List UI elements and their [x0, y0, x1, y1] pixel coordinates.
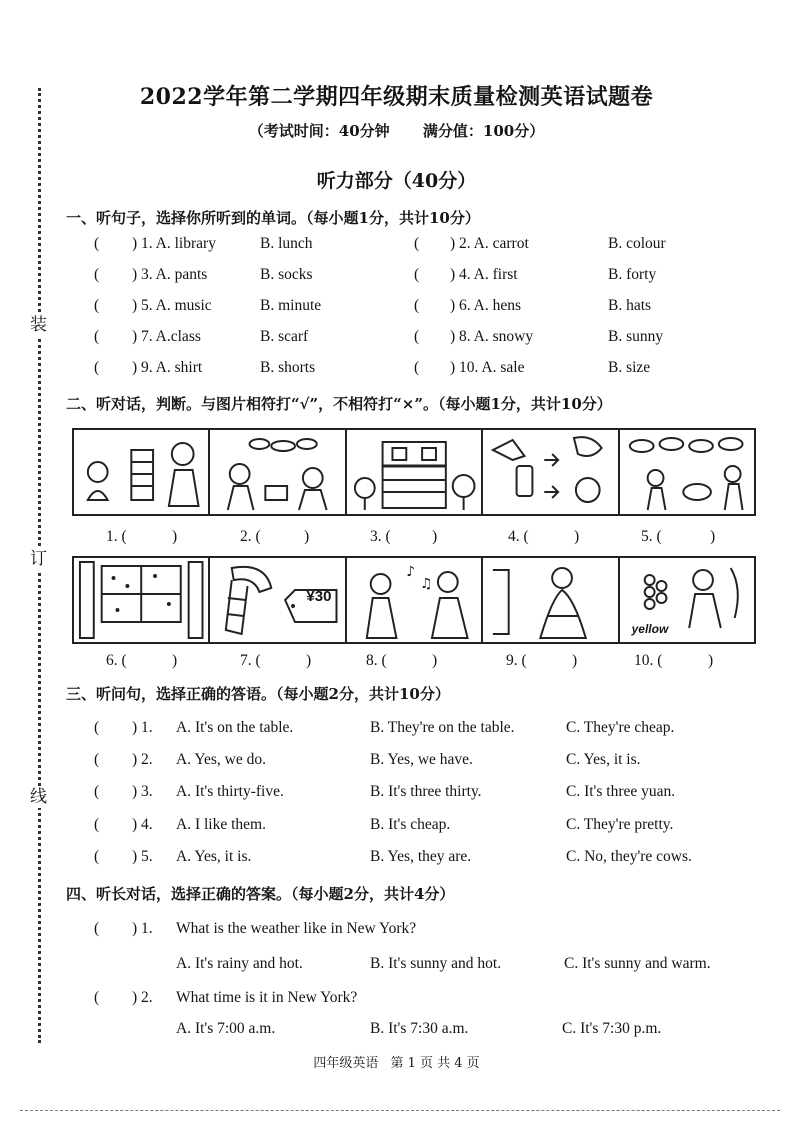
question-option-a: ) 7. A.class — [132, 328, 201, 345]
answer-bracket[interactable]: ( — [94, 848, 100, 865]
answer-bracket[interactable]: ) — [710, 528, 716, 545]
exam-info — [0, 120, 793, 141]
option-b: B. It's three thirty. — [370, 783, 482, 800]
answer-bracket[interactable]: ( — [94, 783, 100, 800]
option-a: A. Yes, we do. — [176, 751, 266, 768]
answer-bracket[interactable]: ( — [414, 328, 420, 345]
section1-title: 一、听句子，选择你所听到的单词。（每小题1分，共计10分） — [66, 209, 480, 227]
question-option-a: ) 5. A. music — [132, 297, 212, 314]
question-option-a: ) 8. A. snowy — [450, 328, 534, 345]
question-option-a: ) 2. A. carrot — [450, 235, 529, 252]
option-b: B. Yes, we have. — [370, 751, 473, 768]
binding-char-ding: 订 — [30, 549, 47, 569]
question-option-b: B. hats — [608, 297, 652, 314]
section3-title: 三、听问句，选择正确的答语。（每小题2分，共计10分） — [66, 685, 450, 703]
option-c: C. Yes, it is. — [566, 751, 641, 768]
answer-bracket[interactable]: ( — [414, 266, 420, 283]
answer-bracket[interactable]: ) — [172, 528, 178, 545]
option-c: C. It's sunny and warm. — [564, 955, 711, 972]
exam-time: （考试时间：40分钟 — [248, 122, 390, 140]
section4-question-1 — [0, 920, 793, 942]
answer-bracket[interactable]: ( — [414, 235, 420, 252]
option-a: A. It's 7:00 a.m. — [176, 1020, 276, 1037]
answer-bracket[interactable]: ) — [432, 528, 438, 545]
answer-bracket[interactable]: ) — [574, 528, 580, 545]
section2-title: 二、听对话，判断。与图片相符打“√”，不相符打“×”。（每小题1分，共计10分） — [66, 395, 612, 413]
option-b: B. It's 7:30 a.m. — [370, 1020, 469, 1037]
picture-word-yellow: yellow — [631, 622, 669, 636]
section3-row — [0, 816, 793, 838]
question-option-b: B. forty — [608, 266, 657, 283]
picture-strip-2 — [72, 556, 756, 644]
question-option-a: ) 4. A. first — [450, 266, 518, 283]
section4-options-1 — [0, 955, 793, 977]
picture-7-scarf-price-tag — [210, 558, 346, 642]
question-number: ) 2. — [132, 751, 153, 768]
listening-part-title: 听力部分（40分） — [316, 170, 477, 192]
answer-bracket[interactable]: ( — [94, 989, 100, 1006]
question-option-b: B. colour — [608, 235, 666, 252]
question-option-a: ) 10. A. sale — [450, 359, 525, 376]
option-b: B. They're on the table. — [370, 719, 515, 736]
bottom-cut-line — [20, 1110, 780, 1111]
picture-label: 4. ( — [508, 528, 529, 545]
section4-options-2 — [0, 1020, 793, 1042]
option-a: A. It's thirty-five. — [176, 783, 284, 800]
section1-row — [0, 235, 793, 257]
picture-8-singing-dancing — [347, 558, 483, 642]
question-number: ) 3. — [132, 783, 153, 800]
picture-label: 9. ( — [506, 652, 527, 669]
page-footer — [0, 1052, 793, 1071]
question-option-b: B. lunch — [260, 235, 313, 252]
option-a: A. Yes, it is. — [176, 848, 252, 865]
picture-label: 1. ( — [106, 528, 127, 545]
picture-label: 7. ( — [240, 652, 261, 669]
question-number: ) 5. — [132, 848, 153, 865]
answer-bracket[interactable]: ( — [94, 266, 100, 283]
option-b: B. It's cheap. — [370, 816, 451, 833]
answer-bracket[interactable]: ) — [572, 652, 578, 669]
section1-row — [0, 359, 793, 381]
answer-bracket[interactable]: ( — [94, 920, 100, 937]
picture-2-children-with-vegetables — [210, 430, 346, 514]
price-tag-text: ¥30 — [306, 588, 332, 605]
picture-10-fruit-stall — [620, 558, 754, 642]
section1-row — [0, 266, 793, 288]
question-option-b: B. socks — [260, 266, 313, 283]
question-text: What is the weather like in New York? — [176, 920, 417, 937]
picture-6-snowy-window — [74, 558, 210, 642]
question-option-a: ) 3. A. pants — [132, 266, 208, 283]
picture-3-house — [347, 430, 483, 514]
answer-bracket[interactable]: ) — [172, 652, 178, 669]
exam-title: 2022学年第二学期四年级期末质量检测英语试题卷 — [139, 84, 654, 110]
question-option-a: ) 9. A. shirt — [132, 359, 203, 376]
question-text: What time is it in New York? — [176, 989, 358, 1006]
option-b: B. Yes, they are. — [370, 848, 472, 865]
section4-title: 四、听长对话，选择正确的答案。（每小题2分，共计4分） — [66, 885, 455, 903]
question-option-b: B. minute — [260, 297, 322, 314]
question-option-b: B. size — [608, 359, 651, 376]
answer-bracket[interactable]: ) — [306, 652, 312, 669]
picture-label: 8. ( — [366, 652, 387, 669]
answer-bracket[interactable]: ( — [94, 751, 100, 768]
answer-bracket[interactable]: ( — [414, 359, 420, 376]
footer-subject: 四年级英语 — [313, 1056, 379, 1071]
question-option-a: ) 6. A. hens — [450, 297, 522, 314]
answer-bracket[interactable]: ) — [432, 652, 438, 669]
picture-label: 6. ( — [106, 652, 127, 669]
footer-page-number: 第 1 页 共 4 页 — [390, 1056, 480, 1071]
answer-bracket[interactable]: ) — [708, 652, 714, 669]
section4-question-2 — [0, 989, 793, 1011]
picture-labels-row-2 — [0, 652, 793, 674]
answer-bracket[interactable]: ( — [94, 235, 100, 252]
option-c: C. They're cheap. — [566, 719, 675, 736]
question-number: ) 4. — [132, 816, 153, 833]
answer-bracket[interactable]: ) — [304, 528, 310, 545]
question-option-b: B. scarf — [260, 328, 309, 345]
answer-bracket[interactable]: ( — [94, 359, 100, 376]
picture-5-farm-animals — [620, 430, 754, 514]
question-number: ) 2. — [132, 989, 153, 1006]
svg-text:♫: ♫ — [419, 575, 433, 593]
option-a: A. It's on the table. — [176, 719, 294, 736]
section3-row — [0, 848, 793, 870]
picture-4-clothes-arrows — [483, 430, 619, 514]
picture-9-girl-in-dress — [483, 558, 619, 642]
question-number: ) 1. — [132, 920, 153, 937]
svg-text:♪: ♪ — [406, 563, 415, 581]
binding-char-xian: 线 — [30, 787, 47, 807]
question-option-a: ) 1. A. library — [132, 235, 216, 252]
picture-1-library-shelves — [74, 430, 210, 514]
section1-row — [0, 297, 793, 319]
picture-labels-row-1 — [0, 528, 793, 550]
answer-bracket[interactable]: ( — [94, 816, 100, 833]
section3-row — [0, 751, 793, 773]
option-b: B. It's sunny and hot. — [370, 955, 502, 972]
answer-bracket[interactable]: ( — [94, 719, 100, 736]
picture-strip-1 — [72, 428, 756, 516]
question-number: ) 1. — [132, 719, 153, 736]
option-c: C. It's 7:30 p.m. — [562, 1020, 662, 1037]
section1-row — [0, 328, 793, 350]
binding-char-zhuang: 装 — [30, 315, 47, 335]
option-a: A. I like them. — [176, 816, 266, 833]
question-option-b: B. sunny — [608, 328, 664, 345]
option-c: C. It's three yuan. — [566, 783, 676, 800]
answer-bracket[interactable]: ( — [94, 297, 100, 314]
answer-bracket[interactable]: ( — [414, 297, 420, 314]
full-score: 满分值：100分） — [422, 122, 545, 140]
answer-bracket[interactable]: ( — [94, 328, 100, 345]
section3-row — [0, 719, 793, 741]
option-c: C. They're pretty. — [566, 816, 674, 833]
picture-label: 5. ( — [641, 528, 662, 545]
option-c: C. No, they're cows. — [566, 848, 692, 865]
picture-label: 2. ( — [240, 528, 261, 545]
question-option-b: B. shorts — [260, 359, 316, 376]
picture-label: 3. ( — [370, 528, 391, 545]
picture-label: 10. ( — [634, 652, 663, 669]
option-a: A. It's rainy and hot. — [176, 955, 303, 972]
section3-row — [0, 783, 793, 805]
